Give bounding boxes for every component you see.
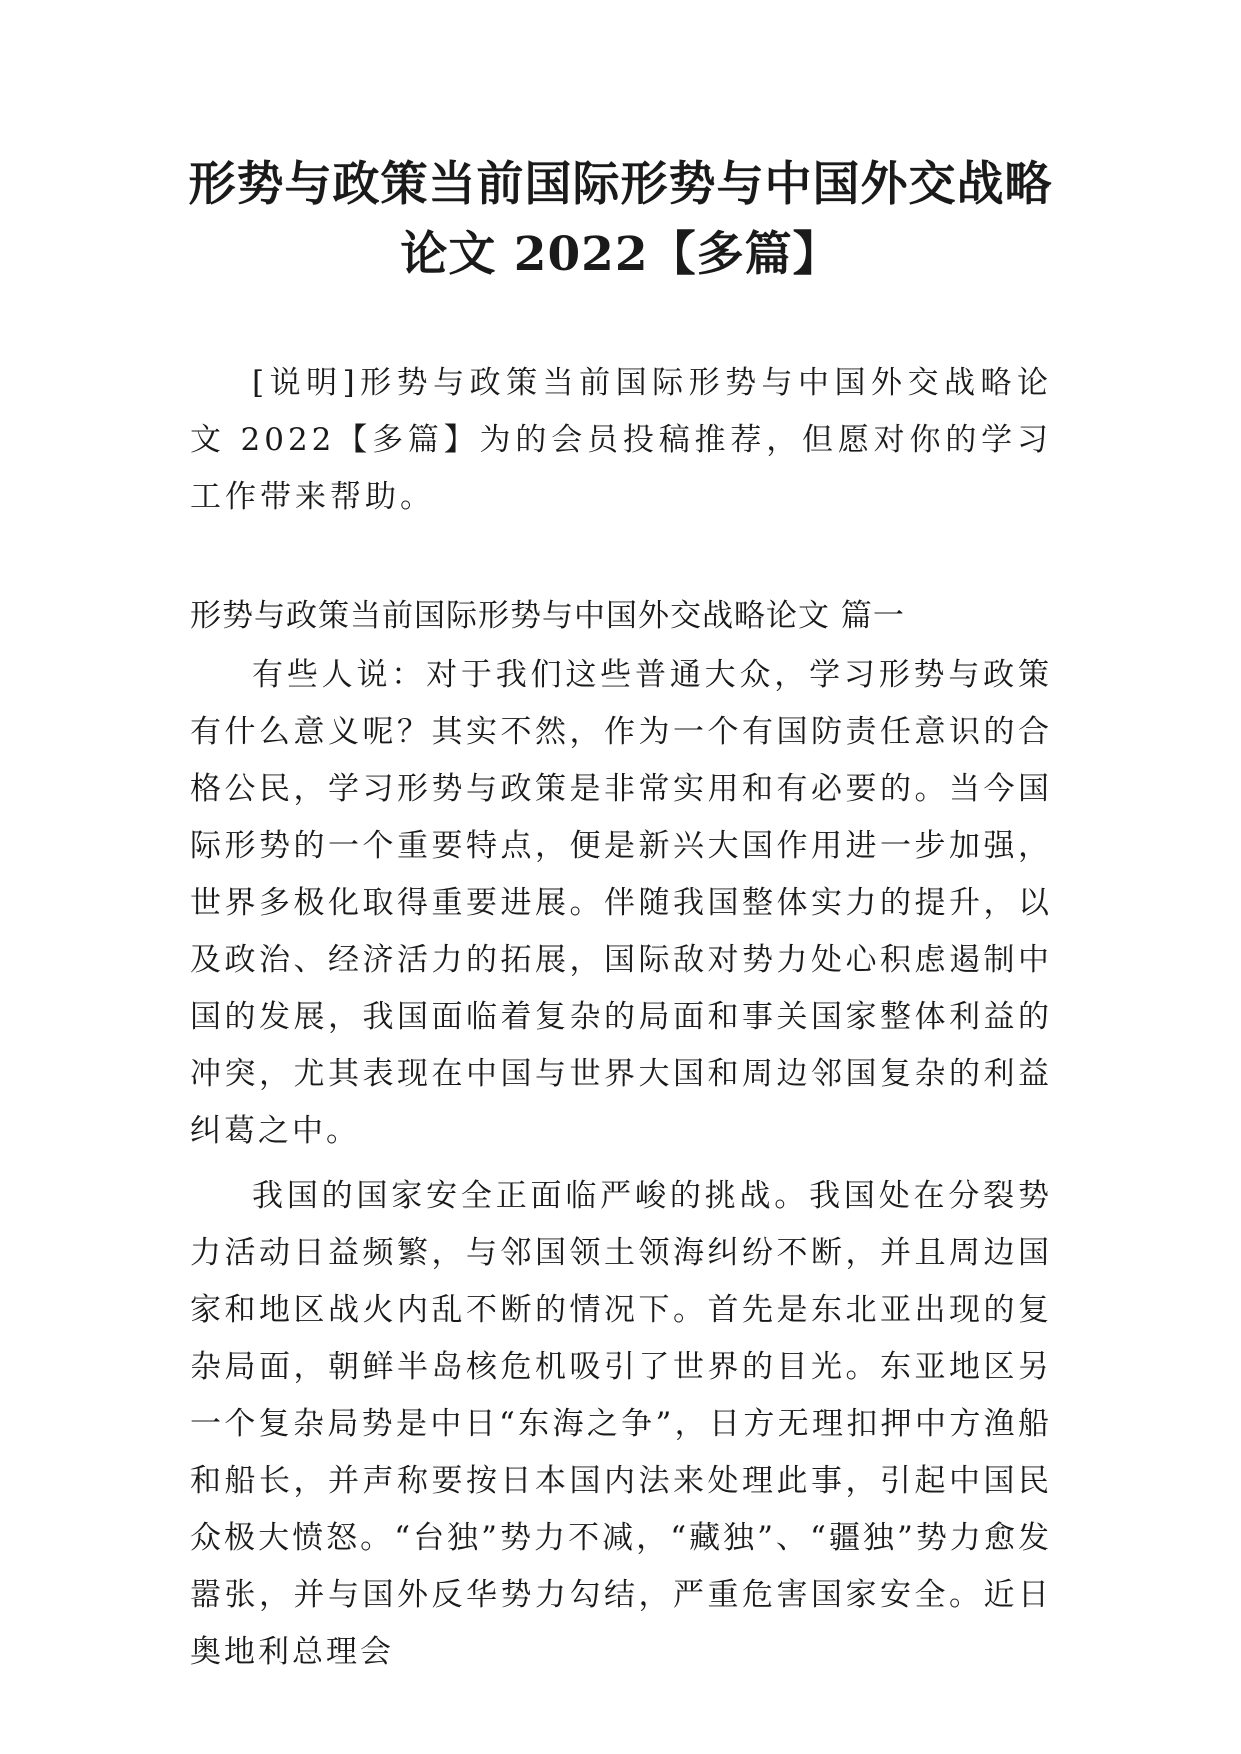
intro-block [190,355,1052,526]
section-heading: 形势与政策当前国际形势与中国外交战略论文 篇一 [190,598,905,634]
body-paragraph-1: 有些人说：对于我们这些普通大众，学习形势与政策有什么意义呢？其实不然，作为一个有国防责任意识的合格公民，学习形势与政策是非常实用和有必要的。当今国际形势的一个重要特点，便是新兴大国作用进一步加强，世界多极化取得重要进展。伴随我国整体实力的提升，以及政治、经济活力的拓展，国际敌对势力处心积虑遏制中国的发展，我国面临着复杂的局面和事关国家整体利益的冲突，尤其表现在中国与世界大国和周边邻国复杂的利益纠葛之中。 [190,657,1052,1149]
document-title-line-1: 形势与政策当前国际形势与中国外交战略 [188,157,1053,212]
document-title-line-2: 论文 2022【多篇】 [400,227,841,282]
document-title [120,150,1121,290]
section-one [190,588,1052,1681]
body-paragraph-2: 我国的国家安全正面临严峻的挑战。我国处在分裂势力活动日益频繁，与邻国领土领海纠纷不断，并且周边国家和地区战火内乱不断的情况下。首先是东北亚出现的复杂局面，朝鲜半岛核危机吸引了世界的目光。东亚地区另一个复杂局势是中日“东海之争”，日方无理扣押中方渔船和船长，并声称要按日本国内法来处理此事，引起中国民众极大愤怒。“台独”势力不减，“藏独”、“疆独”势力愈发嚣张，并与国外反华势力勾结，严重危害国家安全。近日奥地利总理会 [190,1178,1052,1670]
intro-paragraph: [说明]形势与政策当前国际形势与中国外交战略论文 2022【多篇】为的会员投稿推荐，但愿对你的学习工作带来帮助。 [190,365,1052,515]
